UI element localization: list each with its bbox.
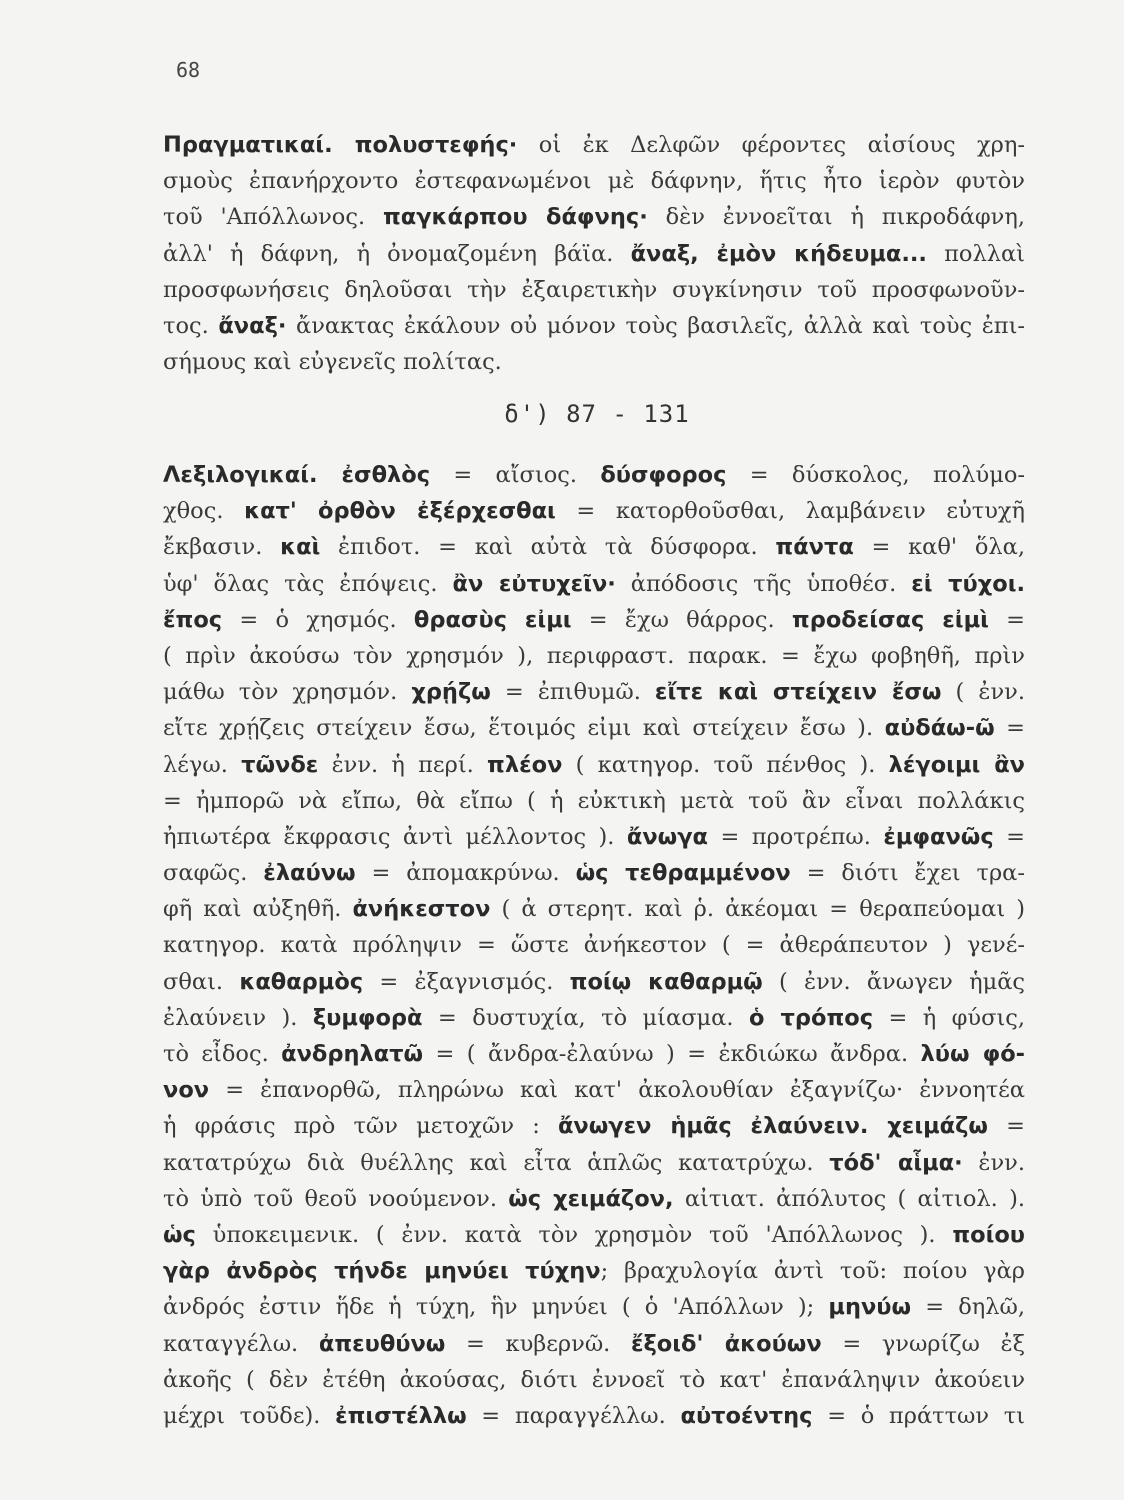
plain-text: ; βραχυλογία ἀντὶ τοῦ: ποίου γὰρ [600,1258,1025,1285]
text-line [163,1000,1025,1036]
text-line [163,638,1025,674]
bold-term: ξυμφορὰ [312,1004,423,1031]
plain-text: = ἡ φύσις, [873,1004,1025,1031]
text-line [163,747,1025,783]
plain-text: ( πρὶν ἀκούσω τὸν χρησμόν ), περιφραστ. παρακ. = ἔχω φοβηθῆ, πρὶν [163,642,1025,669]
bold-term: ἐμφανῶς [883,823,994,850]
plain-text: ὑποκειμενικ. ( ἐνν. κατὰ τὸν χρησμὸν τοῦ 'Απόλλωνος ). [195,1221,953,1248]
text-line [163,1072,1025,1108]
bold-term: Πραγματικαί. πολυστεφής· [163,132,518,158]
plain-text: = δύσκολος, πολύμο- [726,462,1025,488]
plain-text: = διότι ἔχει τρα- [790,860,1025,887]
plain-text: προσφωνήσεις δηλοῦσαι τὴν ἐξαιρετικὴν συγκίνησιν τοῦ προσφωνοῦν- [163,276,1025,303]
bold-term: καὶ [280,534,321,561]
text-line [163,1253,1025,1289]
text-line [163,272,1025,308]
text-line [163,783,1025,819]
bold-term: ὡς χειμάζον, [508,1185,674,1212]
text-line [163,199,1025,235]
bold-term: ἔξοιδ' ἀκούων [630,1330,822,1357]
bold-term: λέγοιμι ἂν [888,751,1025,778]
plain-text: καταγγέλω. [163,1330,319,1357]
bold-term: λύω φό- [920,1041,1025,1067]
plain-text: ἀνδρός ἐστιν ἥδε ἡ τύχη, ἣν μηνύει ( ὁ 'Απόλλων ); [163,1294,829,1321]
bold-term: ἀπευθύνω [318,1330,446,1357]
plain-text: σθαι. [163,968,240,995]
bold-term: μηνύω [828,1294,912,1321]
text-line [163,819,1025,855]
plain-text: φῆ καὶ αὐξηθῆ. [163,896,353,923]
plain-text: = ὁ χησμός. [222,606,414,633]
plain-text: ἄνακτας ἐκάλουν οὐ μόνον τοὺς βασιλεῖς, ἀλλὰ καὶ τοὺς ἐπι- [286,312,1025,339]
text-line [163,1217,1025,1253]
bold-term: ὁ τρόπος [748,1004,874,1031]
bold-term: πάντα [775,534,854,561]
bold-term: ἄνωγεν ἡμᾶς ἐλαύνειν. χειμάζω [557,1113,988,1140]
text-line [163,602,1025,638]
section-heading: δ') 87 - 131 [504,400,690,428]
plain-text: σήμους καὶ εὐγενεῖς πολίτας. [163,349,502,376]
text-line [163,344,1025,380]
plain-text: = ἐπιθυμῶ. [490,679,655,706]
plain-text: = δηλῶ, [911,1294,1025,1321]
text-line [163,1362,1025,1398]
plain-text: μέχρι τοῦδε). [163,1402,336,1429]
text-line [163,1145,1025,1181]
bold-term: αὐτοέντης [680,1402,813,1429]
plain-text: = ὁ πράττων τι [812,1402,1025,1429]
bold-term: ἄναξ, ἐμὸν κήδευμα... [630,240,927,267]
bold-term: ποίῳ καθαρμῷ [569,968,763,995]
plain-text: = κυβερνῶ. [445,1330,631,1357]
plain-text: ἐνν. ἡ περί. [318,751,488,778]
text-line [163,1289,1025,1325]
plain-text: αἰτιατ. ἀπόλυτος ( αἰτιολ. ). [673,1185,1025,1212]
bold-term: ἀνήκεστον [352,896,491,923]
text-line [163,236,1025,272]
text-line [163,710,1025,746]
text-line [163,891,1025,927]
bold-term: ἄναξ· [218,312,287,339]
plain-text: ( ἀ στερητ. καὶ ῥ. ἀκέομαι = θεραπεύομαι ) [490,896,1025,923]
paragraph-pragmatikai [163,127,1025,380]
plain-text: = [988,606,1025,633]
plain-text: = ἀπομακρύνω. [355,860,576,887]
bold-term: δύσφορος [600,462,727,488]
bold-term: ὡς [163,1221,196,1248]
plain-text: = [993,823,1025,850]
plain-text: = δυστυχία, τὸ μίασμα. [422,1004,749,1031]
bold-term: καθαρμὸς [239,968,364,995]
page-number: 68 [176,58,201,82]
bold-term: θρασὺς εἰμι [413,606,572,633]
plain-text: = παραγγέλλω. [466,1402,681,1429]
bold-term: παγκάρπου δάφνης· [382,204,648,231]
bold-term: κατ' ὀρθὸν ἐξέρχεσθαι [244,498,556,525]
bold-term: προδείσας εἰμὶ [791,606,989,633]
plain-text: ( ἐνν. [941,679,1025,706]
plain-text: ἐνν. [962,1149,1025,1176]
bold-term: ἄνωγα [626,823,709,850]
bold-term: Λεξιλογικαί. ἐσθλὸς [163,462,431,488]
plain-text: = ἠμπορῶ νὰ εἴπω, θὰ εἴπω ( ἡ εὐκτικὴ μετὰ τοῦ ἂν εἶναι πολλάκις [163,787,1025,814]
bold-term: ἂν εὐτυχεῖν· [452,570,616,597]
text-line [163,308,1025,344]
text-line [163,127,1025,163]
plain-text: ἐπιδοτ. = καὶ αὐτὰ τὰ δύσφορα. [320,534,776,561]
plain-text: ( κατηγορ. τοῦ πένθος ). [562,751,889,778]
plain-text: χθος. [163,498,245,525]
plain-text: μάθω τὸν χρησμόν. [163,679,412,706]
plain-text: ἐλαύνειν ). [163,1004,313,1031]
plain-text: = κατορθοῦσθαι, λαμβάνειν εὐτυχῆ [555,498,1025,525]
plain-text: σαφῶς. [163,860,264,887]
plain-text: σμοὺς ἐπανήρχοντο ἐστεφανωμένοι μὲ δάφνην, ἥτις ἦτο ἱερὸν φυτὸν [163,168,1025,195]
plain-text: οἱ ἐκ Δελφῶν φέροντες αἰσίους χρη- [517,132,1025,158]
bold-term: ἐλαύνω [263,860,356,887]
plain-text: κατατρύχω διὰ θυέλλης καὶ εἶτα ἁπλῶς κατατρύχω. [163,1149,830,1176]
plain-text: ἔκβασιν. [163,534,281,561]
bold-term: πλέον [487,751,563,778]
plain-text: = προτρέπω. [708,823,884,850]
bold-term: τόδ' αἷμα· [829,1149,963,1176]
text-line [163,1036,1025,1072]
text-line [163,493,1025,529]
text-line [163,1398,1025,1434]
plain-text: = [994,715,1025,742]
bold-term: ἐπιστέλλω [335,1402,467,1429]
plain-text: λέγω. [163,751,242,778]
plain-text: τὸ ὑπὸ τοῦ θεοῦ νοούμενον. [163,1185,509,1212]
plain-text: = αἴσιος. [430,462,601,488]
plain-text: ὑφ' ὅλας τὰς ἐπόψεις. [163,570,453,597]
plain-text: ἡ φράσις πρὸ τῶν μετοχῶν : [163,1113,558,1140]
text-line [163,927,1025,963]
bold-term: εἴτε καὶ στείχειν ἔσω [654,679,942,706]
bold-term: εἰ τύχοι. [911,570,1025,597]
text-line [163,163,1025,199]
text-line [163,1108,1025,1144]
text-line [163,674,1025,710]
text-line [163,855,1025,891]
text-line [163,457,1025,493]
plain-text: = [987,1113,1025,1140]
text-line [163,529,1025,565]
bold-term: χρῄζω [411,679,491,706]
bold-term: ἀνδρηλατῶ [281,1041,424,1067]
text-line [163,1326,1025,1362]
text-line [163,1181,1025,1217]
plain-text: δὲν ἐννοεῖται ἡ πικροδάφνη, [647,204,1025,231]
plain-text: τὸ εἶδος. [163,1041,282,1067]
plain-text: = ( ἄνδρα-ἐλαύνω ) = ἐκδιώκω ἄνδρα. [423,1041,921,1067]
paragraph-lexilogikai [163,457,1025,1434]
plain-text: = ἐπανορθῶ, πληρώνω καὶ κατ' ἀκολουθίαν ἐξαγνίζω· ἐννοητέα [209,1077,1025,1104]
bold-term: ὡς τεθραμμένον [575,860,791,887]
plain-text: = ἐξαγνισμός. [363,968,570,995]
plain-text: ἀκοῆς ( δὲν ἐτέθη ἀκούσας, διότι ἐννοεῖ τὸ κατ' ἐπανάληψιν ἀκούειν [163,1366,1025,1393]
text-line [163,566,1025,602]
text-line [163,964,1025,1000]
plain-text: ἀλλ' ἡ δάφνη, ἡ ὀνομαζομένη βάϊα. [163,240,631,267]
bold-term: τῶνδε [241,751,319,778]
plain-text: = γνωρίζω ἐξ [821,1330,1025,1357]
bold-term: νον [163,1077,210,1104]
bold-term: αὐδάω-ῶ [884,715,995,742]
plain-text: τοῦ 'Απόλλωνος. [163,204,383,231]
plain-text: ἀπόδοσις τῆς ὑποθέσ. [615,570,912,597]
bold-term: ἔπος [163,606,223,633]
plain-text: ἠπιωτέρα ἔκφρασις ἀντὶ μέλλοντος ). [163,823,627,850]
plain-text: = ἔχω θάρρος. [571,606,792,633]
bold-term: γὰρ ἀνδρὸς τήνδε μηνύει τύχην [163,1258,601,1285]
plain-text: πολλαὶ [926,240,1025,267]
plain-text: = καθ' ὅλα, [853,534,1025,561]
plain-text: τος. [163,312,219,339]
plain-text: ( ἐνν. ἄνωγεν ἡμᾶς [762,968,1025,995]
plain-text: εἴτε χρῄζεις στείχειν ἔσω, ἕτοιμός εἰμι καὶ στείχειν ἔσω ). [163,715,885,742]
plain-text: κατηγορ. κατὰ πρόληψιν = ὥστε ἀνήκεστον ( = ἀθεράπευτον ) γενέ- [163,932,1025,959]
bold-term: ποίου [952,1221,1025,1248]
